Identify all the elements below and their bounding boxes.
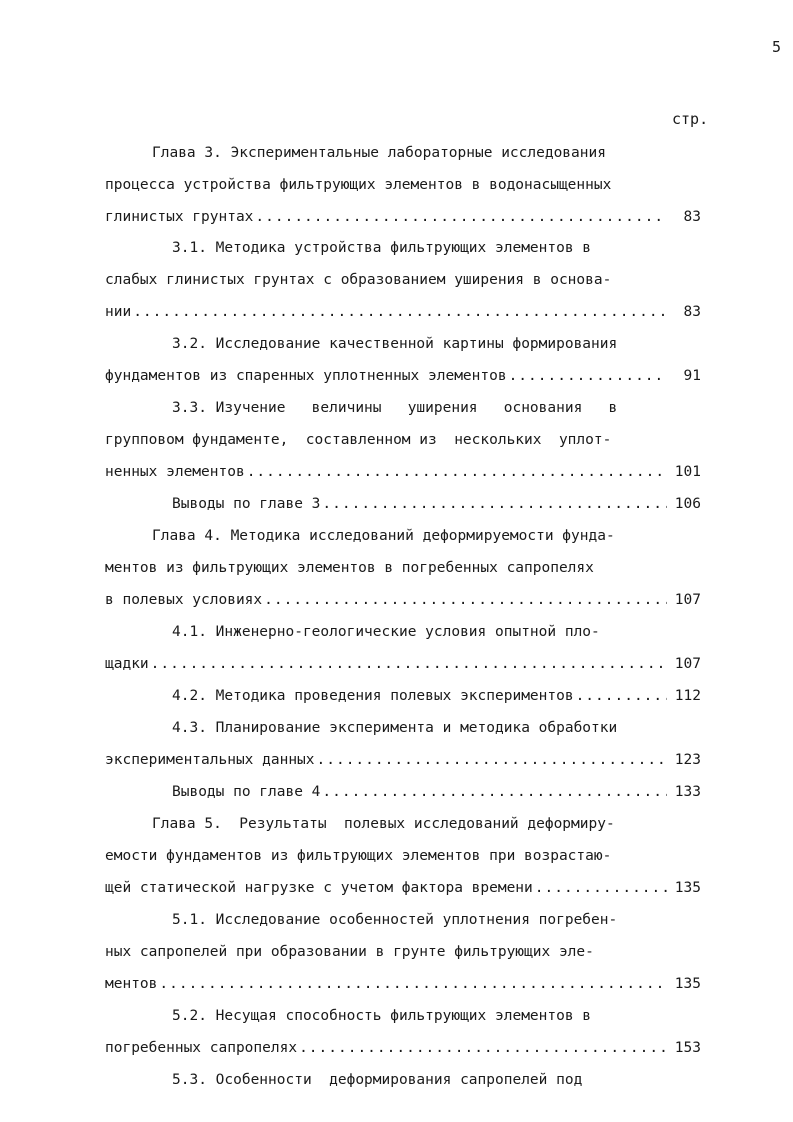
toc-entry-last-line [105, 366, 701, 386]
toc-line: 5.3. Особенности деформирования сапропелей под [172, 1072, 583, 1088]
toc-entry-title: щей статической нагрузке с учетом фактора времени [105, 880, 533, 896]
toc-entry-last-line [105, 878, 701, 898]
toc-page-number: 112 [674, 688, 701, 704]
toc-entry-title: ненных элементов [105, 464, 245, 480]
toc-line: процесса устройства фильтрующих элементов в водонасыщенных [105, 177, 612, 193]
toc-line: Глава 5. Результаты полевых исследований деформиру- [152, 816, 615, 832]
toc-page-number: 91 [683, 368, 701, 384]
toc-line: Глава 4. Методика исследований деформируемости фунда- [152, 528, 615, 544]
toc-line: 4.1. Инженерно-геологические условия опытной пло- [172, 624, 600, 640]
leader-dots [322, 494, 667, 514]
leader-dots [509, 366, 667, 386]
leader-dots [133, 302, 667, 322]
toc-page-number: 135 [674, 976, 701, 992]
toc-line: 5.1. Исследование особенностей уплотнения погребен- [172, 912, 618, 928]
toc-page-number: 153 [674, 1040, 701, 1056]
toc-page-number: 135 [674, 880, 701, 896]
leader-dots [151, 654, 667, 674]
leader-dots [322, 782, 667, 802]
toc-entry-title: нии [105, 304, 132, 320]
page-number: 5 [772, 38, 782, 56]
toc-line: слабых глинистых грунтах с образованием уширения в основа- [105, 272, 612, 288]
toc-line: групповом фундаменте, составленном из нескольких уплот- [105, 432, 612, 448]
toc-entry-last-line [105, 974, 701, 994]
toc-page-number: 133 [674, 784, 701, 800]
toc-entry-title: в полевых условиях [105, 592, 263, 608]
toc-page-number: 123 [674, 752, 701, 768]
leader-dots [317, 750, 667, 770]
toc-entry-last-line [172, 782, 701, 802]
toc-entry-title: щадки [105, 656, 149, 672]
toc-entry-last-line [105, 207, 701, 227]
leader-dots [255, 207, 667, 227]
toc-line: 3.2. Исследование качественной картины формирования [172, 336, 618, 352]
leader-dots [299, 1038, 667, 1058]
toc-entry-last-line [105, 302, 701, 322]
toc-entry-last-line [105, 590, 701, 610]
toc-entry-last-line [105, 462, 701, 482]
toc-entry-last-line [105, 1038, 701, 1058]
toc-line: 3.3. Изучение величины уширения основания в [172, 400, 618, 416]
toc-page-number: 107 [674, 592, 701, 608]
toc-entry-title: экспериментальных данных [105, 752, 315, 768]
toc-page-number: 83 [683, 304, 701, 320]
toc-entry-title: 4.2. Методика проведения полевых экспериментов [172, 688, 574, 704]
toc-line: 5.2. Несущая способность фильтрующих элементов в [172, 1008, 592, 1024]
toc-entry-last-line [172, 686, 701, 706]
toc-entry-title: ментов [105, 976, 158, 992]
toc-line: емости фундаментов из фильтрующих элементов при возрастаю- [105, 848, 612, 864]
toc-page-number: 83 [683, 209, 701, 225]
leader-dots [247, 462, 667, 482]
toc-line: ментов из фильтрующих элементов в погребенных сапропелях [105, 560, 594, 576]
toc-page-number: 107 [674, 656, 701, 672]
toc-entry-last-line [105, 654, 701, 674]
leader-dots [535, 878, 667, 898]
toc-entry-last-line [172, 494, 701, 514]
toc-entry-last-line [105, 750, 701, 770]
leader-dots [264, 590, 667, 610]
toc-line: Глава 3. Экспериментальные лабораторные исследования [152, 145, 606, 161]
toc-line: 4.3. Планирование эксперимента и методика обработки [172, 720, 618, 736]
leader-dots [159, 974, 667, 994]
leader-dots [576, 686, 667, 706]
toc-page-number: 106 [674, 496, 701, 512]
toc-entry-title: Выводы по главе 4 [172, 784, 321, 800]
toc-line: ных сапропелей при образовании в грунте фильтрующих эле- [105, 944, 594, 960]
toc-page-number: 101 [674, 464, 701, 480]
page-column-header: стр. [672, 110, 709, 128]
toc-entry-title: погребенных сапропелях [105, 1040, 298, 1056]
toc-entry-title: Выводы по главе 3 [172, 496, 321, 512]
toc-line: 3.1. Методика устройства фильтрующих элементов в [172, 240, 592, 256]
toc-entry-title: фундаментов из спаренных уплотненных элементов [105, 368, 507, 384]
toc-entry-title: глинистых грунтах [105, 209, 254, 225]
